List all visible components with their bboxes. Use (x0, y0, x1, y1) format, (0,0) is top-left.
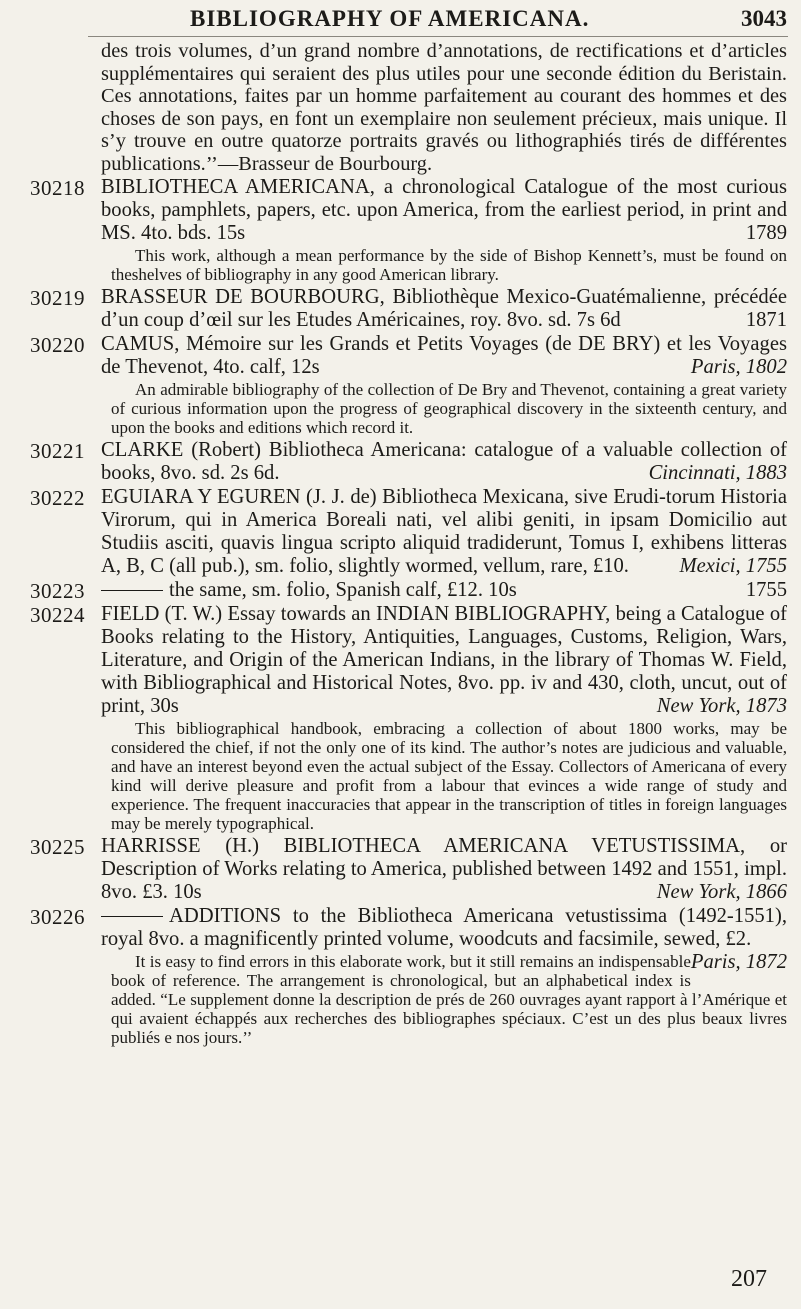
entry-imprint: 1789 (745, 221, 787, 244)
catalogue-entry (0, 286, 801, 332)
entry-imprint: 1755 (745, 578, 787, 601)
entry-number: 30219 (30, 285, 85, 310)
entry-title (101, 486, 787, 578)
catalogue-entry (0, 904, 801, 973)
entry-imprint: Paris, 1872 (690, 950, 787, 973)
catalogue-entry (0, 333, 801, 379)
entry-imprint: Cincinnati, 1883 (648, 461, 787, 484)
entry-title (101, 603, 787, 718)
page-header (0, 6, 801, 36)
entry-imprint: New York, 1873 (656, 694, 787, 717)
entry-text: CLARKE (Robert) Bibliotheca Americana: catalogue of a valuable collection of books, 8vo. sd. 2s 6d. (101, 438, 787, 484)
entry-number: 30225 (30, 834, 85, 859)
entry-text: EGUIARA Y EGUREN (J. J. de) Bibliotheca Mexicana, sive Erudi-torum Historia Virorum, qui in America Boreali nati, vel alibi geniti, in ipsam Domicilio aut Studiis asciti, quavis lingua scripto aliquid tradiderunt, Tomus I, exhibens litteras A, B, C (all pub.), sm. folio, slightly wormed, vellum, rare, £10. (101, 485, 787, 577)
entry-text: BRASSEUR DE BOURBOURG, Bibliothèque Mexico-Guatémalienne, précédée d’un coup d’œil sur les Etudes Américaines, roy. 8vo. sd. 7s 6d (101, 285, 787, 331)
entry-note: An admirable bibliography of the collection of De Bry and Thevenot, containing a great variety of curious information upon the progress of geographical discovery in the sixteenth century, and upon the books and editions which record it. (111, 379, 787, 437)
entry-imprint: 1871 (745, 308, 787, 331)
entry-title (101, 439, 787, 485)
entry-text: FIELD (T. W.) Essay towards an INDIAN BIBLIOGRAPHY, being a Catalogue of Books relating to the History, Antiquities, Languages, Customs, Religion, Wars, Literature, and Origin of the American Indians, in the library of Thomas W. Field, with Bibliographical and Historical Notes, 8vo. pp. iv and 430, cloth, uncut, out of print, 30s (101, 602, 787, 717)
entry-title (101, 333, 787, 379)
entry-note: It is easy to find errors in this elaborate work, but it still remains an indispensable book of reference. The arrangement is chronological, but an alphabetical index is added. “Le supplement donne la description de prés de 260 ouvrages ayant rapport à l’Amérique et qui avaient échappés aux recherches des bibliographes spéciaux. C’est un des plus beaux livres publiés e nos jours.’’ (111, 951, 787, 1047)
catalogue-entry (0, 835, 801, 904)
catalogue-content (0, 40, 801, 1049)
entry-note: This bibliographical handbook, embracing a collection of about 1800 works, may be considered the chief, if not the only one of its kind. The author’s notes are judicious and valuable, and have an interest beyond even the actual subject of the Essay. Collectors of Americana of every kind will derive pleasure and profit from a labour that evinces a wide range of study and experience. The frequent inaccuracies that appear in the transcription of titles in foreign languages may be merely typographical. (111, 718, 787, 833)
entry-note: This work, although a mean performance by the side of Bishop Kennett’s, must be found on theshelves of bibliography in any good American library. (111, 245, 787, 284)
entry-text: the same, sm. folio, Spanish calf, £12. 10s (169, 578, 517, 601)
entry-title (101, 835, 787, 904)
catalogue-entry (0, 439, 801, 485)
entry-number: 30221 (30, 438, 85, 463)
header-rule (88, 36, 788, 37)
entry-title (101, 286, 787, 332)
entry-title (101, 176, 787, 245)
catalogue-entry (0, 486, 801, 578)
catalogue-entry (0, 176, 801, 245)
entry-number: 30222 (30, 485, 85, 510)
page-number: 3043 (741, 6, 787, 31)
entry-text: ADDITIONS to the Bibliotheca Americana vetustissima (1492-1551), royal 8vo. a magnificently printed volume, woodcuts and facsimile, sewed, £2. (101, 904, 787, 950)
signature-mark: 207 (731, 1266, 767, 1292)
entry-imprint: Mexici, 1755 (679, 554, 787, 577)
entry-number: 30226 (30, 904, 85, 929)
ditto-rule (101, 590, 163, 591)
entry-number: 30218 (30, 175, 85, 200)
entry-number: 30223 (30, 578, 85, 603)
ditto-rule (101, 916, 163, 917)
entry-number: 30224 (30, 602, 85, 627)
entry-title (101, 579, 787, 602)
catalogue-entry (0, 579, 801, 602)
catalogue-entry (0, 603, 801, 718)
carryover-note: des trois volumes, d’un grand nombre d’annotations, de rectifications et d’articles supplémentaires qui seraient des plus utiles pour une seconde édition du Beristain. Ces annotations, faites par un homme parfaitement au courant des hommes et des choses de son pays, en font un exemplaire non seulement précieux, mais unique. Il s’y trouve en outre quatorze portraits gravés ou lithographiés tirés de différentes publications.’’—Brasseur de Bourbourg. (101, 40, 787, 175)
entry-text: HARRISSE (H.) BIBLIOTHECA AMERICANA VETUSTISSIMA, or Description of Works relating to America, published between 1492 and 1551, impl. 8vo. £3. 10s (101, 834, 787, 903)
running-title: BIBLIOGRAPHY OF AMERICANA. (190, 6, 590, 31)
entry-title (101, 904, 787, 973)
entry-imprint: Paris, 1802 (690, 355, 787, 378)
entry-imprint: New York, 1866 (656, 880, 787, 903)
entry-number: 30220 (30, 332, 85, 357)
entry-text: BIBLIOTHECA AMERICANA, a chronological Catalogue of the most curious books, pamphlets, papers, etc. upon America, from the earliest period, in print and MS. 4to. bds. 15s (101, 175, 787, 244)
entry-text: CAMUS, Mémoire sur les Grands et Petits Voyages (de DE BRY) et les Voyages de Thevenot, 4to. calf, 12s (101, 332, 787, 378)
